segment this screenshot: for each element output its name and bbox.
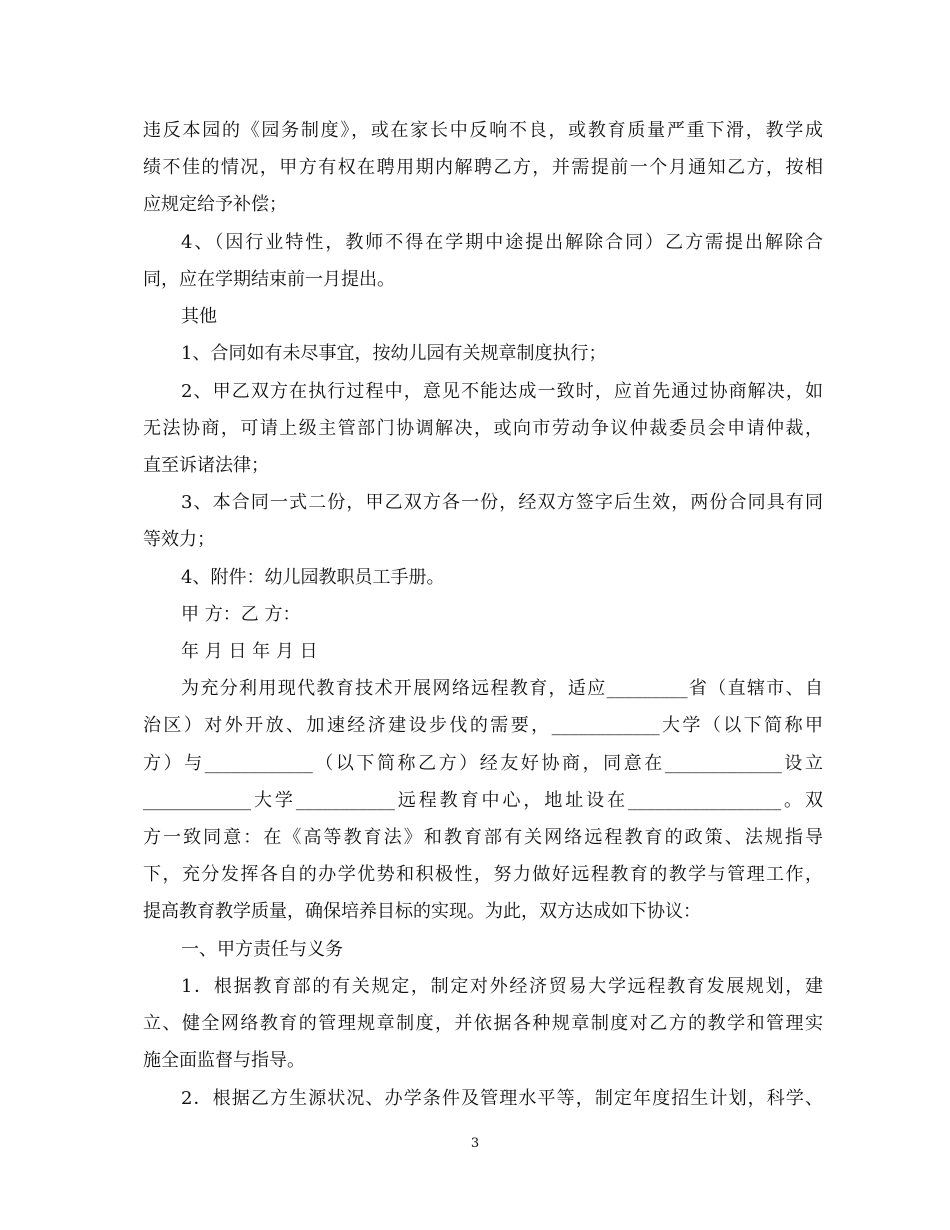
section-heading: 其他 <box>181 306 217 327</box>
text-line: 治区）对外开放、加速经济建设步伐的需要，____________大学（以下简称甲 <box>143 715 823 736</box>
text-line: 2．根据乙方生源状况、办学条件及管理水平等，制定年度招生计划，科学、 <box>181 1088 823 1109</box>
text-line: 应规定给予补偿； <box>143 194 287 215</box>
signature-line: 甲 方：乙 方： <box>181 604 301 625</box>
page-number: 3 <box>470 1136 480 1151</box>
text-line: 立、健全网络教育的管理规章制度，并依据各种规章制度对乙方的教学和管理实 <box>143 1013 823 1034</box>
text-line: 方一致同意：在《高等教育法》和教育部有关网络远程教育的政策、法规指导 <box>143 827 823 848</box>
section-heading: 一、甲方责任与义务 <box>181 939 343 960</box>
text-line: 直至诉诸法律； <box>143 455 269 476</box>
text-line: 施全面监督与指导。 <box>143 1050 305 1071</box>
text-line: 2、甲乙双方在执行过程中，意见不能达成一致时，应首先通过协商解决，如 <box>181 381 823 402</box>
text-line: 4、附件：幼儿园教职员工手册。 <box>181 567 445 588</box>
text-line: 下，充分发挥各自的办学优势和积极性，努力做好远程教育的教学与管理工作， <box>143 864 823 885</box>
text-line: 3、本合同一式二份，甲乙双方各一份，经双方签字后生效，两份合同具有同 <box>181 492 823 513</box>
text-line: 绩不佳的情况，甲方有权在聘用期内解聘乙方，并需提前一个月通知乙方，按相 <box>143 157 823 178</box>
text-line: 1．根据教育部的有关规定，制定对外经济贸易大学远程教育发展规划，建 <box>181 976 823 997</box>
text-line: 4、（因行业特性，教师不得在学期中途提出解除合同）乙方需提出解除合 <box>181 232 823 253</box>
text-line: 等效力； <box>143 529 215 550</box>
text-line: 违反本园的《园务制度》，或在家长中反响不良，或教育质量严重下滑，教学成 <box>143 120 823 141</box>
text-line: 1、合同如有未尽事宜，按幼儿园有关规章制度执行； <box>181 343 607 364</box>
text-line: 无法协商，可请上级主管部门协调解决，或向市劳动争议仲裁委员会申请仲裁， <box>143 418 823 439</box>
text-line: 为充分利用现代教育技术开展网络远程教育，适应_________省（直辖市、自 <box>181 678 823 699</box>
text-line: 同，应在学期结束前一月提出。 <box>143 269 395 290</box>
text-line: ____________大学___________远程教育中心，地址设在_________________。双 <box>143 790 823 811</box>
text-line: 提高教育教学质量，确保培养目标的实现。为此，双方达成如下协议： <box>143 901 701 922</box>
date-line: 年 月 日 年 月 日 <box>181 641 318 662</box>
text-line: 方）与____________（以下简称乙方）经友好协商，同意在_____________设立 <box>143 753 823 774</box>
